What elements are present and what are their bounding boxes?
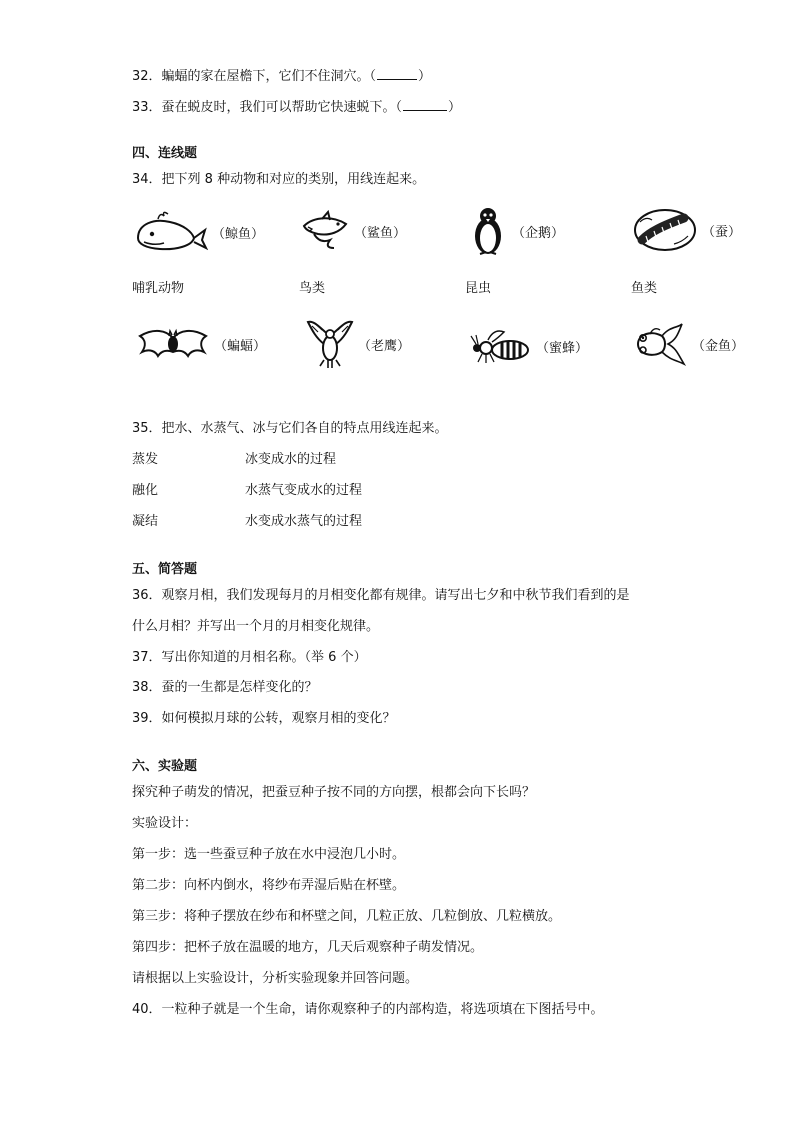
animal-whale <box>132 210 264 254</box>
bee-icon <box>468 326 532 366</box>
category-label: 鱼类 <box>631 281 658 296</box>
section-title-6: 六、实验题 <box>132 759 198 774</box>
animal-bat <box>136 324 266 364</box>
experiment-step-4: 第四步：把杯子放在温暖的地方，几天后观察种子萌发情况。 <box>132 940 484 955</box>
animal-label: （蝙蝠） <box>214 338 267 354</box>
question-34: 34．把下列 8 种动物和对应的类别，用线连起来。 <box>132 172 426 187</box>
animal-label: （蜜蜂） <box>536 340 589 356</box>
question-37: 37．写出你知道的月相名称。（举 6 个） <box>132 650 367 665</box>
answer-blank[interactable] <box>377 68 417 80</box>
experiment-step-3: 第三步：将种子摆放在纱布和杯壁之间，几粒正放、几粒倒放、几粒横放。 <box>132 909 562 924</box>
animal-label: （企鹅） <box>512 225 565 241</box>
animal-goldfish <box>632 322 744 366</box>
question-33-text: 33．蚕在蜕皮时，我们可以帮助它快速蜕下。（ <box>132 100 403 115</box>
experiment-step-1: 第一步：选一些蚕豆种子放在水中浸泡几小时。 <box>132 847 406 862</box>
question-36-line-1: 36．观察月相，我们发现每月的月相变化都有规律。请写出七夕和中秋节我们看到的是 <box>132 588 630 603</box>
experiment-step-2: 第二步：向杯内倒水，将纱布弄湿后贴在杯壁。 <box>132 878 406 893</box>
animal-label: （鲨鱼） <box>354 225 407 241</box>
animal-label: （蚕） <box>702 224 742 240</box>
experiment-intro: 探究种子萌发的情况，把蚕豆种子按不同的方向摆，根都会向下长吗？ <box>132 785 536 800</box>
question-40: 40．一粒种子就是一个生命，请你观察种子的内部构造，将选项填在下图括号中。 <box>132 1002 604 1017</box>
animal-label: （老鹰） <box>358 338 411 354</box>
section-title-5: 五、简答题 <box>132 562 198 577</box>
animal-silkworm <box>632 206 741 254</box>
question-32: 32．蝙蝠的家在屋檐下，它们不住洞穴。（ ） <box>132 69 432 84</box>
question-33: 33．蚕在蜕皮时，我们可以帮助它快速蜕下。（ ） <box>132 100 462 115</box>
goldfish-icon <box>632 322 688 366</box>
experiment-design-label: 实验设计： <box>132 816 198 831</box>
animal-shark <box>300 210 406 252</box>
animal-eagle <box>306 318 410 370</box>
penguin-icon <box>468 204 508 258</box>
term-label: 凝结 <box>132 514 159 529</box>
animal-label: （鲸鱼） <box>212 226 265 242</box>
description-label: 水蒸气变成水的过程 <box>245 483 363 498</box>
silkworm-icon <box>632 206 698 254</box>
shark-icon <box>300 210 350 252</box>
answer-blank[interactable] <box>403 99 447 111</box>
animal-bee <box>468 326 588 366</box>
whale-icon <box>132 210 208 254</box>
bat-icon <box>136 324 210 364</box>
category-label: 昆虫 <box>465 281 492 296</box>
term-label: 蒸发 <box>132 452 159 467</box>
question-38: 38．蚕的一生都是怎样变化的？ <box>132 680 318 695</box>
description-label: 冰变成水的过程 <box>245 452 337 467</box>
section-title-4: 四、连线题 <box>132 146 198 161</box>
experiment-instruction: 请根据以上实验设计，分析实验现象并回答问题。 <box>132 971 419 986</box>
term-label: 融化 <box>132 483 159 498</box>
animal-label: （金鱼） <box>692 338 745 354</box>
question-35: 35．把水、水蒸气、冰与它们各自的特点用线连起来。 <box>132 421 448 436</box>
category-label: 哺乳动物 <box>132 281 185 296</box>
question-32-text: 32．蝙蝠的家在屋檐下，它们不住洞穴。（ <box>132 69 377 84</box>
category-label: 鸟类 <box>299 281 326 296</box>
eagle-icon <box>306 318 354 370</box>
question-39: 39．如何模拟月球的公转，观察月相的变化？ <box>132 711 396 726</box>
description-label: 水变成水蒸气的过程 <box>245 514 363 529</box>
animal-penguin <box>468 204 564 258</box>
question-36-line-2: 什么月相？并写出一个月的月相变化规律。 <box>132 619 380 634</box>
